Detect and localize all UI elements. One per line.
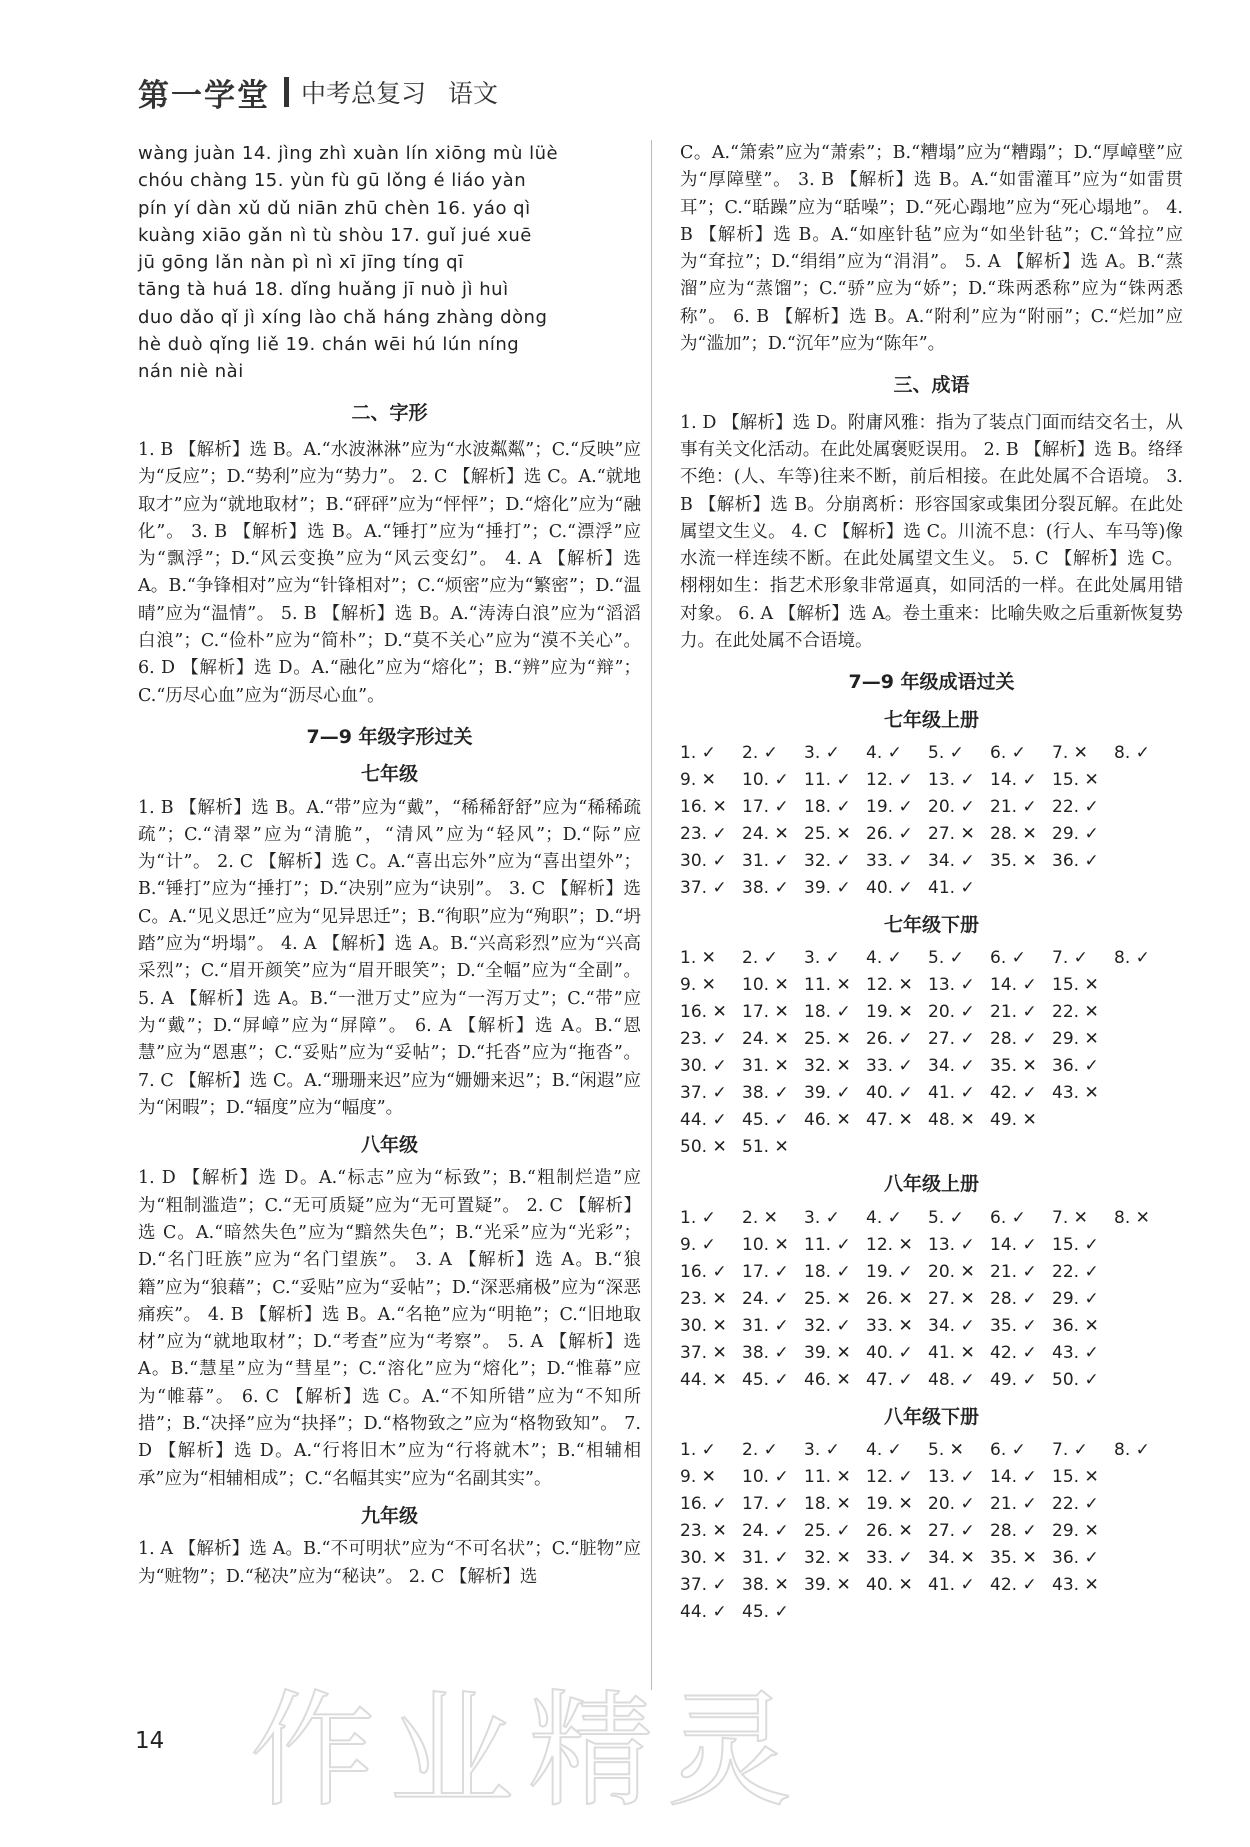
answer-item: 35. ✕	[990, 1547, 1037, 1568]
answer-item: 49. ✕	[990, 1110, 1037, 1131]
answer-item: 45. ✓	[742, 1369, 789, 1390]
answer-item: 34. ✓	[928, 1315, 975, 1336]
answer-block-title: 八年级上册	[883, 1173, 979, 1196]
answer-item: 13. ✓	[928, 1466, 975, 1487]
answer-item: 11. ✓	[804, 769, 851, 790]
answer-block-title: 七年级上册	[883, 708, 979, 731]
answer-item: 16. ✓	[680, 1261, 727, 1282]
answer-item: 19. ✓	[866, 1261, 913, 1282]
answer-item: 18. ✓	[804, 796, 851, 817]
answer-item: 5. ✓	[928, 1207, 964, 1228]
answer-row	[680, 1572, 1183, 1599]
answer-item: 27. ✓	[928, 1029, 975, 1050]
answer-item: 2. ✓	[742, 742, 778, 763]
answer-item: 23. ✓	[680, 1029, 727, 1050]
answer-item: 20. ✓	[928, 796, 975, 817]
answer-item: 8. ✓	[1114, 948, 1150, 969]
answer-item: 40. ✓	[866, 1342, 913, 1363]
answer-item: 20. ✓	[928, 1493, 975, 1514]
answer-item: 2. ✓	[742, 1439, 778, 1460]
answer-item: 17. ✓	[742, 1261, 789, 1282]
answer-item: 37. ✓	[680, 1574, 727, 1595]
answer-item: 30. ✕	[680, 1315, 727, 1336]
answer-row	[680, 848, 1183, 875]
answer-item: 36. ✓	[1052, 850, 1099, 871]
grade8-answers: 1. D 【解析】选 D。A.“标志”应为“标致”；B.“粗制烂造”应为“粗制滥造”；C.“无可质疑”应为“无可置疑”。 2. C 【解析】选 C。A.“暗然失色”应为“黯然失色”；B.“光采”应为“光彩”；D.“名门旺族”应为“名门望族”。 3. A 【解析】选 A。B.“狼籍”应为“狼藉”；C.“妥贴”应为“妥帖”；D.“深恶痛极”应为“深恶痛疾”。 4. B 【解析】选 B。A.“名艳”应为“明艳”；C.“旧地取材”应为“就地取材”；D.“考查”应为“考察”。 5. A 【解析】选 A。B.“慧星”应为“彗星”；C.“溶化”应为“熔化”；D.“惟幕”应为“帷幕”。 6. C 【解析】选 C。A.“不知所错”应为“不知所措”；B.“决择”应为“抉择”；D.“格物致之”应为“格物致知”。 7. D 【解析】选 D。A.“行将旧木”应为“行将就木”；B.“相辅相承”应为“相辅相成”；C.“名幅其实”应为“名副其实”。	[138, 1168, 641, 1489]
answer-item: 15. ✕	[1052, 769, 1099, 790]
answer-item: 5. ✕	[928, 1439, 964, 1460]
grade9-title: 九年级	[360, 1504, 418, 1527]
answer-row	[680, 767, 1183, 794]
watermark: 作业精灵	[250, 1679, 806, 1824]
answer-item: 7. ✓	[1052, 1439, 1088, 1460]
answer-item: 21. ✓	[990, 1002, 1037, 1023]
answer-item: 22. ✓	[1052, 1261, 1099, 1282]
answer-item: 5. ✓	[928, 742, 964, 763]
answer-item: 34. ✕	[928, 1547, 975, 1568]
answer-item: 31. ✓	[742, 850, 789, 871]
answer-row	[680, 972, 1183, 999]
answer-item: 31. ✕	[742, 1056, 789, 1077]
answer-row	[680, 875, 1183, 902]
pinyin-line: wàng juàn 14. jìng zhì xuàn lín xiōng mù lüè	[138, 143, 559, 164]
answer-item: 42. ✓	[990, 1342, 1037, 1363]
answer-item: 24. ✓	[742, 1520, 789, 1541]
pinyin-line: tāng tà huá 18. dǐng huǎng jī nuò jì huì	[138, 279, 509, 301]
answer-row	[680, 1437, 1183, 1464]
answer-item: 37. ✓	[680, 1083, 727, 1104]
answer-item: 25. ✕	[804, 823, 851, 844]
answer-item: 14. ✓	[990, 975, 1037, 996]
answer-item: 26. ✓	[866, 823, 913, 844]
answer-item: 29. ✕	[1052, 1029, 1099, 1050]
answer-item: 28. ✓	[990, 1288, 1037, 1309]
answer-item: 46. ✕	[804, 1110, 851, 1131]
answer-item: 14. ✓	[990, 1466, 1037, 1487]
answer-item: 13. ✓	[928, 769, 975, 790]
answer-item: 2. ✕	[742, 1207, 778, 1228]
answer-item: 3. ✓	[804, 1207, 840, 1228]
answer-item: 28. ✓	[990, 1029, 1037, 1050]
answer-item: 3. ✓	[804, 742, 840, 763]
header-divider	[284, 77, 289, 107]
answer-row	[680, 1026, 1183, 1053]
answer-item: 9. ✓	[680, 1234, 716, 1255]
answer-row	[680, 1545, 1183, 1572]
answer-item: 30. ✕	[680, 1547, 727, 1568]
answer-item: 30. ✓	[680, 1056, 727, 1077]
answer-item: 26. ✓	[866, 1029, 913, 1050]
answer-item: 39. ✓	[804, 877, 851, 898]
answer-item: 48. ✕	[928, 1110, 975, 1131]
answer-item: 6. ✓	[990, 742, 1026, 763]
answer-item: 40. ✕	[866, 1574, 913, 1595]
section-title-zixing-pass: 7—9 年级字形过关	[306, 725, 473, 748]
answer-item: 30. ✓	[680, 850, 727, 871]
answer-item: 6. ✓	[990, 948, 1026, 969]
answer-item: 11. ✓	[804, 1234, 851, 1255]
answer-item: 25. ✕	[804, 1029, 851, 1050]
answer-item: 16. ✕	[680, 1002, 727, 1023]
answer-row	[680, 1464, 1183, 1491]
answer-item: 27. ✓	[928, 1520, 975, 1541]
answer-row	[680, 1286, 1183, 1313]
answer-block-title: 七年级下册	[883, 913, 979, 936]
answer-item: 46. ✕	[804, 1369, 851, 1390]
answer-row	[680, 999, 1183, 1026]
answer-item: 3. ✓	[804, 1439, 840, 1460]
right-column	[680, 140, 1183, 1626]
answer-item: 19. ✕	[866, 1002, 913, 1023]
answer-item: 49. ✓	[990, 1369, 1037, 1390]
chengyu-answers: 1. D 【解析】选 D。附庸风雅：指为了装点门面而结交名士，从事有关文化活动。在此处属褒贬误用。 2. B 【解析】选 B。络绎不绝：(人、车等)往来不断，前后相接。在此处属不合语境。 3. B 【解析】选 B。分崩离析：形容国家或集团分裂瓦解。在此处属望文生义。 4. C 【解析】选 C。川流不息：(行人、车马等)像水流一样连续不断。在此处属望文生义。 5. C 【解析】选 C。栩栩如生：指艺术形象非常逼真，如同活的一样。在此处属用错对象。 6. A 【解析】选 A。卷土重来：比喻失败之后重新恢复势力。在此处属不合语境。	[680, 412, 1183, 652]
answer-item: 38. ✓	[742, 1342, 789, 1363]
answer-item: 23. ✕	[680, 1288, 727, 1309]
answer-item: 1. ✓	[680, 1207, 716, 1228]
answer-item: 8. ✓	[1114, 742, 1150, 763]
answer-item: 24. ✓	[742, 1288, 789, 1309]
answer-item: 42. ✓	[990, 1574, 1037, 1595]
answer-item: 47. ✓	[866, 1369, 913, 1390]
answer-row	[680, 1340, 1183, 1367]
answer-item: 23. ✕	[680, 1520, 727, 1541]
answer-row	[680, 794, 1183, 821]
answer-item: 44. ✓	[680, 1110, 727, 1131]
answer-item: 33. ✕	[866, 1315, 913, 1336]
answer-item: 1. ✓	[680, 1439, 716, 1460]
answer-item: 41. ✓	[928, 1083, 975, 1104]
answer-item: 24. ✕	[742, 823, 789, 844]
answer-item: 35. ✕	[990, 1056, 1037, 1077]
answer-item: 7. ✓	[1052, 948, 1088, 969]
answer-item: 48. ✓	[928, 1369, 975, 1390]
answer-item: 29. ✓	[1052, 1288, 1099, 1309]
grade9-answers: 1. A 【解析】选 A。B.“不可明状”应为“不可名状”；C.“脏物”应为“赃物”；D.“秘决”应为“秘诀”。 2. C 【解析】选	[138, 1539, 641, 1587]
answer-item: 45. ✓	[742, 1601, 789, 1622]
answer-item: 10. ✕	[742, 1234, 789, 1255]
answer-item: 42. ✓	[990, 1083, 1037, 1104]
answer-item: 17. ✓	[742, 1493, 789, 1514]
answer-item: 19. ✓	[866, 796, 913, 817]
answer-item: 34. ✓	[928, 1056, 975, 1077]
answer-item: 20. ✓	[928, 1002, 975, 1023]
pinyin-line: nán niè nài	[138, 361, 244, 383]
answer-item: 28. ✓	[990, 1520, 1037, 1541]
answer-item: 36. ✓	[1052, 1056, 1099, 1077]
answer-item: 17. ✓	[742, 796, 789, 817]
answer-item: 39. ✕	[804, 1342, 851, 1363]
answer-item: 21. ✓	[990, 1493, 1037, 1514]
answer-item: 29. ✓	[1052, 823, 1099, 844]
answer-item: 41. ✓	[928, 877, 975, 898]
answer-item: 34. ✓	[928, 850, 975, 871]
answer-item: 39. ✓	[804, 1083, 851, 1104]
answer-item: 22. ✓	[1052, 796, 1099, 817]
answer-item: 21. ✓	[990, 796, 1037, 817]
answer-item: 11. ✕	[804, 975, 851, 996]
answer-item: 3. ✓	[804, 948, 840, 969]
answer-item: 22. ✕	[1052, 1002, 1099, 1023]
answer-item: 32. ✓	[804, 850, 851, 871]
answer-item: 36. ✓	[1052, 1547, 1099, 1568]
answer-item: 39. ✕	[804, 1574, 851, 1595]
pinyin-line: chóu chàng 15. yùn fù gū lǒng é liáo yàn	[138, 170, 527, 192]
answer-item: 1. ✕	[680, 948, 716, 969]
answer-item: 9. ✕	[680, 975, 716, 996]
answer-item: 1. ✓	[680, 742, 716, 763]
answer-item: 21. ✓	[990, 1261, 1037, 1282]
answer-row	[680, 1599, 1183, 1626]
answer-item: 50. ✕	[680, 1137, 727, 1158]
answer-item: 40. ✓	[866, 1083, 913, 1104]
answer-item: 4. ✓	[866, 742, 902, 763]
answer-item: 41. ✕	[928, 1342, 975, 1363]
answer-item: 32. ✓	[804, 1315, 851, 1336]
grade7-title: 七年级	[360, 763, 418, 786]
answer-row	[680, 1107, 1183, 1134]
subject-label: 语文	[448, 79, 499, 108]
answer-row	[680, 740, 1183, 767]
answer-item: 16. ✕	[680, 796, 727, 817]
pinyin-line: duo dǎo qǐ jì xíng lào chǎ háng zhàng dòng	[138, 306, 548, 328]
answer-item: 19. ✕	[866, 1493, 913, 1514]
answer-item: 14. ✓	[990, 769, 1037, 790]
answer-item: 38. ✓	[742, 1083, 789, 1104]
answer-row	[680, 1053, 1183, 1080]
answer-item: 47. ✕	[866, 1110, 913, 1131]
answer-row	[680, 1232, 1183, 1259]
section-title-chengyu: 三、成语	[893, 374, 970, 397]
answer-item: 9. ✕	[680, 1466, 716, 1487]
answer-item: 16. ✓	[680, 1493, 727, 1514]
answer-row	[680, 1080, 1183, 1107]
answer-item: 10. ✓	[742, 1466, 789, 1487]
book-subtitle: 中考总复习	[301, 79, 427, 108]
answer-item: 44. ✓	[680, 1601, 727, 1622]
answer-item: 27. ✕	[928, 823, 975, 844]
answer-item: 43. ✕	[1052, 1574, 1099, 1595]
answer-item: 38. ✓	[742, 877, 789, 898]
pinyin-line: jū gōng lǎn nàn pì nì xī jīng tíng qī	[138, 252, 464, 274]
answer-row	[680, 945, 1183, 972]
answer-item: 12. ✕	[866, 975, 913, 996]
answer-item: 33. ✓	[866, 1547, 913, 1568]
answer-row	[680, 1518, 1183, 1545]
answer-item: 13. ✓	[928, 975, 975, 996]
answer-item: 25. ✕	[804, 1288, 851, 1309]
answer-item: 18. ✓	[804, 1261, 851, 1282]
pinyin-line: kuàng xiāo gǎn nì tù shòu 17. guǐ jué xuē	[138, 224, 532, 246]
answer-item: 7. ✕	[1052, 1207, 1088, 1228]
answer-item: 33. ✓	[866, 1056, 913, 1077]
answer-item: 43. ✓	[1052, 1342, 1099, 1363]
answer-item: 38. ✕	[742, 1574, 789, 1595]
answer-row	[680, 1367, 1183, 1394]
answer-item: 25. ✓	[804, 1520, 851, 1541]
answer-item: 45. ✓	[742, 1110, 789, 1131]
answer-item: 20. ✕	[928, 1261, 975, 1282]
answer-item: 5. ✓	[928, 948, 964, 969]
section-title-chengyu-pass: 7—9 年级成语过关	[848, 671, 1015, 694]
answer-item: 40. ✓	[866, 877, 913, 898]
answer-item: 4. ✓	[866, 948, 902, 969]
answer-item: 27. ✕	[928, 1288, 975, 1309]
answer-item: 6. ✓	[990, 1207, 1026, 1228]
answer-item: 12. ✓	[866, 1466, 913, 1487]
answer-item: 22. ✓	[1052, 1493, 1099, 1514]
pinyin-line: hè duò qǐng liě 19. chán wēi hú lún níng	[138, 334, 520, 356]
answer-row	[680, 1259, 1183, 1286]
grade7-answers: 1. B 【解析】选 B。A.“带”应为“戴”，“稀稀舒舒”应为“稀稀疏疏”；C.“清翠”应为“清脆”，“清风”应为“轻风”；D.“际”应为“计”。 2. C 【解析】选 C。A.“喜出忘外”应为“喜出望外”；B.“锤打”应为“捶打”；D.“决别”应为“诀别”。 3. C 【解析】选 C。A.“见义思迁”应为“见异思迁”；B.“徇职”应为“殉职”；D.“坍踏”应为“坍塌”。 4. A 【解析】选 A。B.“兴高彩烈”应为“兴高采烈”；C.“眉开颜笑”应为“眉开眼笑”；D.“全幅”应为“全副”。 5. A 【解析】选 A。B.“一泄万丈”应为“一泻万丈”；C.“带”应为“戴”；D.“屏嶂”应为“屏障”。 6. A 【解析】选 A。B.“恩慧”应为“恩惠”；C.“妥贴”应为“妥帖”；D.“托沓”应为“拖沓”。 7. C 【解析】选 C。A.“珊珊来迟”应为“姗姗来迟”；B.“闲遐”应为“闲暇”；D.“辐度”应为“幅度”。	[138, 797, 641, 1118]
answer-item: 28. ✕	[990, 823, 1037, 844]
answer-item: 35. ✕	[990, 850, 1037, 871]
answer-item: 29. ✕	[1052, 1520, 1099, 1541]
answer-item: 8. ✕	[1114, 1207, 1150, 1228]
answer-item: 24. ✕	[742, 1029, 789, 1050]
answer-row	[680, 1491, 1183, 1518]
answer-item: 12. ✕	[866, 1234, 913, 1255]
answer-item: 26. ✕	[866, 1288, 913, 1309]
answer-item: 43. ✕	[1052, 1083, 1099, 1104]
answer-item: 36. ✕	[1052, 1315, 1099, 1336]
answer-item: 50. ✓	[1052, 1369, 1099, 1390]
pinyin-line: pín yí dàn xǔ dǔ niān zhū chèn 16. yáo qì	[138, 197, 531, 219]
answer-row	[680, 1205, 1183, 1232]
answer-item: 15. ✓	[1052, 1234, 1099, 1255]
answer-item: 44. ✕	[680, 1369, 727, 1390]
answer-row	[680, 1134, 1183, 1161]
answer-item: 37. ✕	[680, 1342, 727, 1363]
brand-title: 第一学堂	[138, 77, 270, 114]
answer-item: 31. ✓	[742, 1315, 789, 1336]
answer-item: 35. ✓	[990, 1315, 1037, 1336]
zixing-continued: C。A.“箫索”应为“萧索”；B.“糟塌”应为“糟蹋”；D.“厚嶂壁”应为“厚障壁”。 3. B 【解析】选 B。A.“如雷灌耳”应为“如雷贯耳”；C.“聒躁”应为“聒噪”；D.“死心蹋地”应为“死心塌地”。 4. B 【解析】选 B。A.“如座针毡”应为“如坐针毡”；C.“耸拉”应为“耷拉”；D.“绢绢”应为“涓涓”。 5. A 【解析】选 A。B.“蒸溜”应为“蒸馏”；C.“骄”应为“娇”；D.“珠两悉称”应为“铢两悉称”。 6. B 【解析】选 B。A.“附利”应为“附丽”；C.“烂加”应为“滥加”；D.“沉年”应为“陈年”。	[680, 143, 1183, 355]
answer-item: 15. ✕	[1052, 1466, 1099, 1487]
answer-item: 37. ✓	[680, 877, 727, 898]
answer-blocks	[680, 707, 1183, 1626]
answer-item: 23. ✓	[680, 823, 727, 844]
answer-row	[680, 1313, 1183, 1340]
pinyin-answers	[138, 140, 641, 386]
page-header	[138, 70, 498, 114]
answer-item: 6. ✓	[990, 1439, 1026, 1460]
answer-item: 51. ✕	[742, 1137, 789, 1158]
answer-item: 18. ✕	[804, 1493, 851, 1514]
section-title-zixing: 二、字形	[351, 401, 428, 424]
answer-item: 41. ✓	[928, 1574, 975, 1595]
answer-item: 26. ✕	[866, 1520, 913, 1541]
answer-item: 8. ✓	[1114, 1439, 1150, 1460]
answer-item: 4. ✓	[866, 1207, 902, 1228]
answer-block-title: 八年级下册	[883, 1405, 979, 1428]
zixing-answers: 1. B 【解析】选 B。A.“水波淋淋”应为“水波粼粼”；C.“反映”应为“反应”；D.“势利”应为“势力”。 2. C 【解析】选 C。A.“就地取才”应为“就地取材”；B.“砰砰”应为“怦怦”；D.“熔化”应为“融化”。 3. B 【解析】选 B。A.“锤打”应为“捶打”；C.“漂浮”应为“飘浮”；D.“风云变换”应为“风云变幻”。 4. A 【解析】选 A。B.“争锋相对”应为“针锋相对”；C.“烦密”应为“繁密”；D.“温晴”应为“温情”。 5. B 【解析】选 B。A.“涛涛白浪”应为“滔滔白浪”；C.“俭朴”应为“简朴”；D.“莫不关心”应为“漠不关心”。 6. D 【解析】选 D。A.“融化”应为“熔化”；B.“辨”应为“辩”；C.“历尽心血”应为“沥尽心血”。	[138, 439, 641, 706]
answer-row	[680, 821, 1183, 848]
answer-item: 18. ✓	[804, 1002, 851, 1023]
answer-item: 33. ✓	[866, 850, 913, 871]
left-column	[138, 140, 641, 1591]
answer-item: 13. ✓	[928, 1234, 975, 1255]
answer-item: 32. ✕	[804, 1547, 851, 1568]
grade8-title: 八年级	[360, 1134, 418, 1157]
answer-item: 4. ✓	[866, 1439, 902, 1460]
answer-item: 15. ✕	[1052, 975, 1099, 996]
answer-item: 31. ✓	[742, 1547, 789, 1568]
answer-item: 17. ✕	[742, 1002, 789, 1023]
answer-item: 14. ✓	[990, 1234, 1037, 1255]
page-number: 14	[135, 1728, 165, 1754]
answer-item: 9. ✕	[680, 769, 716, 790]
answer-item: 2. ✓	[742, 948, 778, 969]
answer-item: 11. ✕	[804, 1466, 851, 1487]
answer-item: 32. ✕	[804, 1056, 851, 1077]
answer-item: 12. ✓	[866, 769, 913, 790]
column-divider	[651, 140, 652, 1690]
answer-item: 10. ✓	[742, 769, 789, 790]
answer-item: 10. ✕	[742, 975, 789, 996]
answer-item: 7. ✕	[1052, 742, 1088, 763]
